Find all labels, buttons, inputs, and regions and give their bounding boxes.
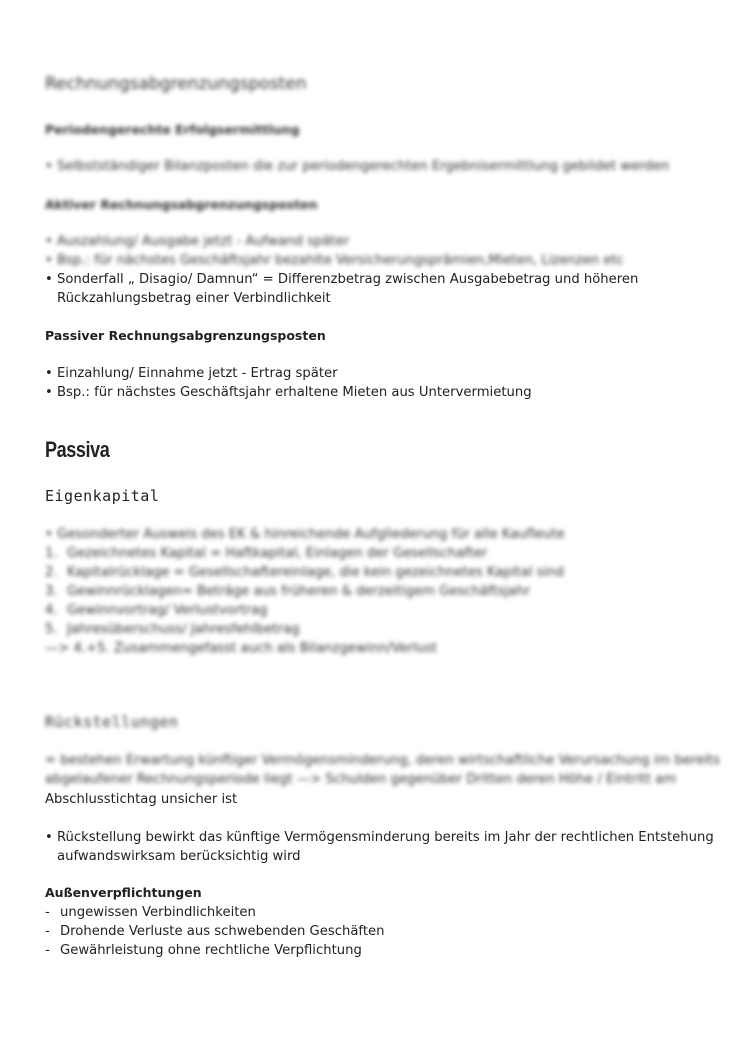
- rs-def-line-3: Abschlusstichtag unsicher ist: [45, 792, 238, 807]
- heading-aktiv: Aktiver Rechnungsabgrenzungsposten: [45, 197, 318, 212]
- section-title-rap: Rechnungsabgrenzungsposten: [45, 74, 307, 94]
- rs-def-line-1: = bestehen Erwartung künftiger Vermögensminderung, deren wirtschaftliche Verursachung im bereits: [45, 753, 720, 768]
- bullet-aktiv-1: • Auszahlung/ Ausgabe jetzt - Aufwand später: [45, 234, 350, 249]
- bullet-aktiv-3: • Sonderfall „ Disagio/ Damnun“ = Differenzbetrag zwischen Ausgabebetrag und höheren: [45, 272, 639, 287]
- ek-item-3: 3. Gewinnrücklagen= Beträge aus früheren & derzeitigem Geschäftsjahr: [45, 584, 531, 599]
- heading-aussenverpflichtungen: Außenverpflichtungen: [45, 885, 202, 900]
- rs-def-line-2: abgelaufener Rechnungsperiode liegt —> Schulden gegenüber Dritten deren Höhe / Eintritt am: [45, 772, 677, 787]
- heading-passiv: Passiver Rechnungsabgrenzungsposten: [45, 328, 326, 343]
- ek-item-5: 5. Jahresüberschuss/ Jahresfehlbetrag: [45, 622, 300, 637]
- bullet-passiv-2: • Bsp.: für nächstes Geschäftsjahr erhaltene Mieten aus Untervermietung: [45, 385, 532, 400]
- bullet-ek: • Gesonderter Ausweis des EK & hinreichende Aufgliederung für alle Kaufleute: [45, 527, 565, 542]
- aussen-item-1: - ungewissen Verbindlichkeiten: [45, 905, 256, 920]
- ek-note: —> 4.+5. Zusammengefasst auch als Bilanzgewinn/Verlust: [45, 641, 438, 656]
- bullet-periodic: • Selbstständiger Bilanzposten die zur periodengerechten Ergebnisermittlung gebildet werden: [45, 159, 670, 174]
- ek-item-2: 2. Kapitalrücklage = Gesellschaftereinlage, die kein gezeichnetes Kapital sind: [45, 565, 564, 580]
- ek-item-4: 4. Gewinnvortrag/ Verlustvortrag: [45, 603, 268, 618]
- section-title-rueckstellungen: Rückstellungen: [45, 713, 179, 731]
- bullet-passiv-1: • Einzahlung/ Einnahme jetzt - Ertrag später: [45, 366, 338, 381]
- aussen-item-2: - Drohende Verluste aus schwebenden Geschäften: [45, 924, 385, 939]
- bullet-rs-effect-cont: aufwandswirksam berücksichtig wird: [57, 849, 301, 864]
- aussen-item-3: - Gewährleistung ohne rechtliche Verpflichtung: [45, 943, 362, 958]
- page-title-passiva: Passiva: [45, 437, 110, 462]
- section-title-eigenkapital: Eigenkapital: [45, 487, 160, 505]
- bullet-aktiv-3-cont: Rückzahlungsbetrag einer Verbindlichkeit: [57, 291, 331, 306]
- bullet-rs-effect: • Rückstellung bewirkt das künftige Vermögensminderung bereits im Jahr der rechtlichen Entstehung: [45, 830, 714, 845]
- bullet-aktiv-2: • Bsp.: für nächstes Geschäftsjahr bezahlte Versicherungsprämien,Mieten, Lizenzen etc: [45, 253, 624, 268]
- ek-item-1: 1. Gezeichnetes Kapital = Haftkapital, Einlagen der Gesellschafter: [45, 546, 488, 561]
- heading-periodic: Periodengerechte Erfolgsermittlung: [45, 122, 300, 137]
